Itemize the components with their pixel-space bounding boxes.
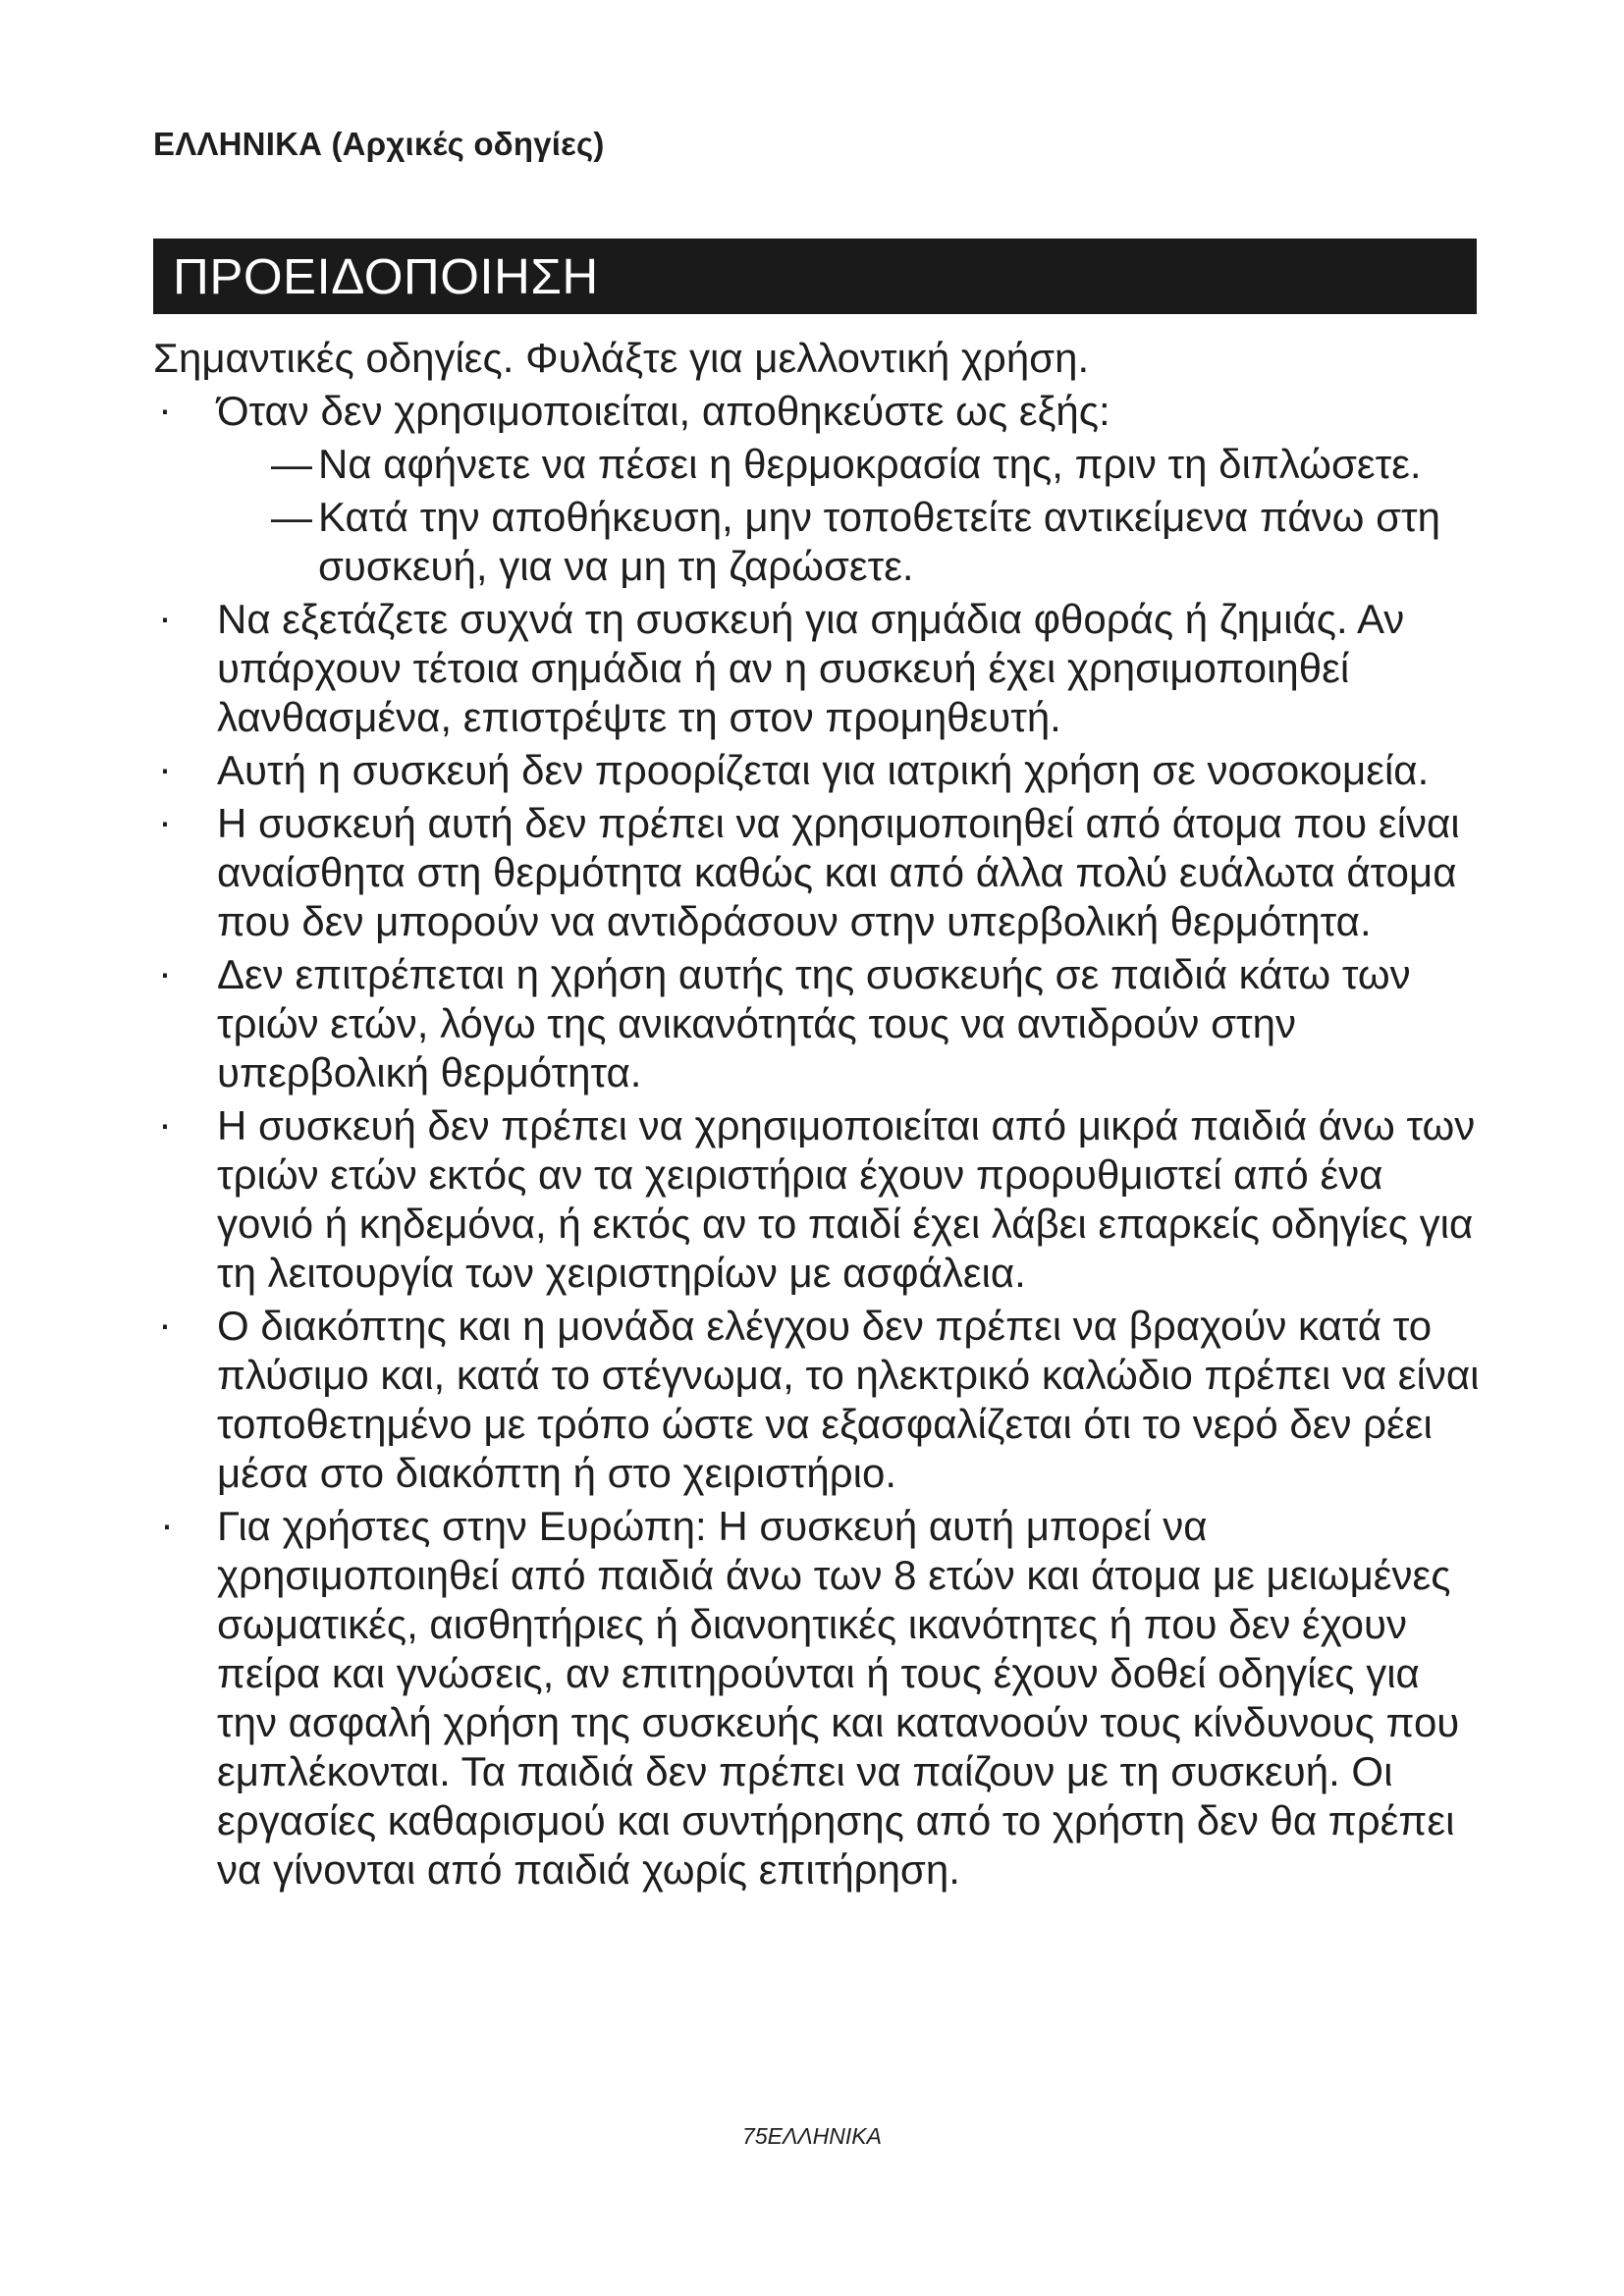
list-item xyxy=(153,1302,1489,1498)
dash-icon: — xyxy=(271,494,312,540)
list-item-text: Για χρήστες στην Ευρώπη: Η συσκευή αυτή μπορεί να χρησιμοποιηθεί από παιδιά άνω των 8 ετών και άτομα με μειωμένες σωματικές, αισθητήριες ή διανοητικές ικανότητες ή που δεν έχουν πείρα και γνώσεις, αν επιτηρούνται ή τους έχουν δοθεί οδηγίες για την ασφαλή χρήση της συσκευής και κατανοούν τους κίνδυνους που εμπλέκονται. Τα παιδιά δεν πρέπει να παίζουν με τη συσκευή. Οι εργασίες καθαρισμού και συντήρησης από το χρήστη δεν θα πρέπει να γίνονται από παιδιά χωρίς επιτήρηση. xyxy=(217,1503,1460,1893)
warning-title: ΠΡΟΕΙΔΟΠΟΙΗΣΗ xyxy=(173,248,599,304)
bullet-icon: · xyxy=(158,798,172,844)
list-item-text: Δεν επιτρέπεται η χρήση αυτής της συσκευής σε παιδιά κάτω των τριών ετών, λόγω της ανικανότητάς τους να αντιδρούν στην υπερβολική θερμότητα. xyxy=(217,951,1411,1095)
bullet-icon: · xyxy=(158,949,172,995)
list-item xyxy=(153,387,1489,436)
list-item xyxy=(153,950,1489,1097)
sub-list-item-text: Κατά την αποθήκευση, μην τοποθετείτε αντικείμενα πάνω στη συσκευή, για να μη τη ζαρώσετε. xyxy=(318,494,1440,589)
list-item-text: Να εξετάζετε συχνά τη συσκευή για σημάδια φθοράς ή ζημιάς. Αν υπάρχουν τέτοια σημάδια ή αν η συσκευή έχει χρησιμοποιηθεί λανθασμένα, επιστρέψτε τη στον προμηθευτή. xyxy=(217,596,1405,740)
dash-icon: — xyxy=(271,441,312,487)
sub-list-item xyxy=(212,440,1489,489)
list-item-text: Ο διακόπτης και η μονάδα ελέγχου δεν πρέπει να βραχούν κατά το πλύσιμο και, κατά το στέγνωμα, το ηλεκτρικό καλώδιο πρέπει να είναι τοποθετημένο με τρόπο ώστε να εξασφαλίζεται ότι το νερό δεν ρέει μέσα στο διακόπτη ή στο χειριστήριο. xyxy=(217,1303,1480,1496)
bullet-icon: · xyxy=(158,1100,172,1147)
page-header: ΕΛΛΗΝΙΚΑ (Αρχικές οδηγίες) xyxy=(153,126,605,162)
list-item xyxy=(153,1101,1489,1298)
list-item-text: Η συσκευή αυτή δεν πρέπει να χρησιμοποιηθεί από άτομα που είναι αναίσθητα στη θερμότητα καθώς και από άλλα πολύ ευάλωτα άτομα που δεν μπορούν να αντιδράσουν στην υπερβολική θερμότητα. xyxy=(217,800,1460,944)
bullet-icon: · xyxy=(158,386,172,432)
bullet-icon: · xyxy=(158,745,172,791)
bullet-icon: · xyxy=(158,1301,172,1347)
instructions-body xyxy=(153,334,1489,1898)
list-item xyxy=(153,746,1489,795)
list-item-text: Η συσκευή δεν πρέπει να χρησιμοποιείται από μικρά παιδιά άνω των τριών ετών εκτός αν τα χειριστήρια έχουν προρυθμιστεί από ένα γονιό ή κηδεμόνα, ή εκτός αν το παιδί έχει λάβει επαρκείς οδηγίες για τη λειτουργία των χειριστηρίων με ασφάλεια. xyxy=(217,1102,1476,1296)
intro-text: Σημαντικές οδηγίες. Φυλάξτε για μελλοντική χρήση. xyxy=(153,335,1090,381)
list-item xyxy=(153,1502,1489,1895)
sub-list-item-text: Να αφήνετε να πέσει η θερμοκρασία της, πριν τη διπλώσετε. xyxy=(318,441,1422,487)
list-item xyxy=(153,799,1489,946)
list-item-text: Όταν δεν χρησιμοποιείται, αποθηκεύστε ως εξής: xyxy=(217,388,1110,434)
warning-banner xyxy=(153,239,1477,314)
page-number-footer: 75ΕΛΛΗΝΙΚΑ xyxy=(742,2123,882,2149)
bullet-icon: · xyxy=(160,1501,174,1547)
list-item xyxy=(153,595,1489,742)
sub-list-item xyxy=(212,493,1489,591)
bullet-icon: · xyxy=(158,594,172,640)
list-item-text: Αυτή η συσκευή δεν προορίζεται για ιατρική χρήση σε νοσοκομεία. xyxy=(217,747,1430,793)
